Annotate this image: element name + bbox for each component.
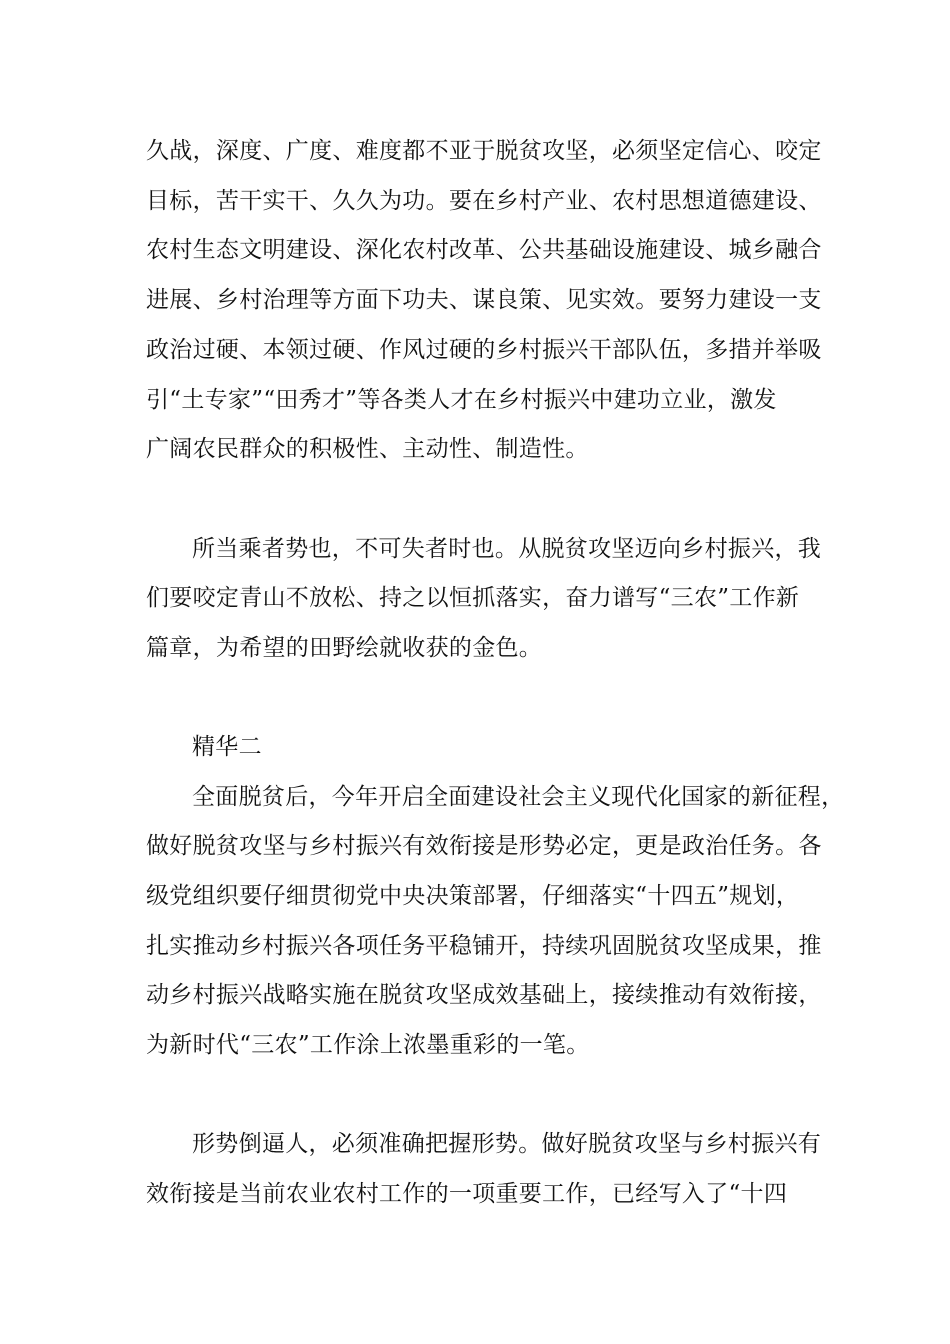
text-line: 全面脱贫后，今年开启全面建设社会主义现代化国家的新征程，	[192, 784, 845, 810]
text-line: 篇章，为希望的田野绘就收获的金色。	[146, 635, 543, 661]
text-line: 目标，苦干实干、久久为功。要在乡村产业、农村思想道德建设、	[146, 188, 822, 214]
text-line: 久战，深度、广度、难度都不亚于脱贫攻坚，必须坚定信心、咬定	[146, 138, 822, 164]
text-line: 引“土专家”“田秀才”等各类人才在乡村振兴中建功立业，激发	[146, 387, 777, 413]
text-line: 效衔接是当前农业农村工作的一项重要工作，已经写入了“十四	[146, 1181, 788, 1207]
text-line: 广阔农民群众的积极性、主动性、制造性。	[146, 436, 589, 462]
text-line: 为新时代“三农”工作涂上浓墨重彩的一笔。	[146, 1032, 590, 1058]
text-line: 所当乘者势也，不可失者时也。从脱贫攻坚迈向乡村振兴，我	[192, 536, 822, 562]
text-line: 农村生态文明建设、深化农村改革、公共基础设施建设、城乡融合	[146, 237, 822, 263]
text-line: 动乡村振兴战略实施在脱贫攻坚成效基础上，接续推动有效衔接，	[146, 982, 822, 1008]
text-line: 进展、乡村治理等方面下功夫、谋良策、见实效。要努力建设一支	[146, 287, 822, 313]
section-heading: 精华二	[192, 734, 262, 760]
text-line: 们要咬定青山不放松、持之以恒抓落实，奋力谱写“三农”工作新	[146, 585, 800, 611]
text-line: 扎实推动乡村振兴各项任务平稳铺开，持续巩固脱贫攻坚成果，推	[146, 933, 822, 959]
text-line: 形势倒逼人，必须准确把握形势。做好脱贫攻坚与乡村振兴有	[192, 1131, 822, 1157]
text-line: 级党组织要仔细贯彻党中央决策部署，仔细落实“十四五”规划，	[146, 883, 800, 909]
text-line: 政治过硬、本领过硬、作风过硬的乡村振兴干部队伍，多措并举吸	[146, 337, 822, 363]
text-line: 做好脱贫攻坚与乡村振兴有效衔接是形势必定，更是政治任务。各	[146, 833, 822, 859]
